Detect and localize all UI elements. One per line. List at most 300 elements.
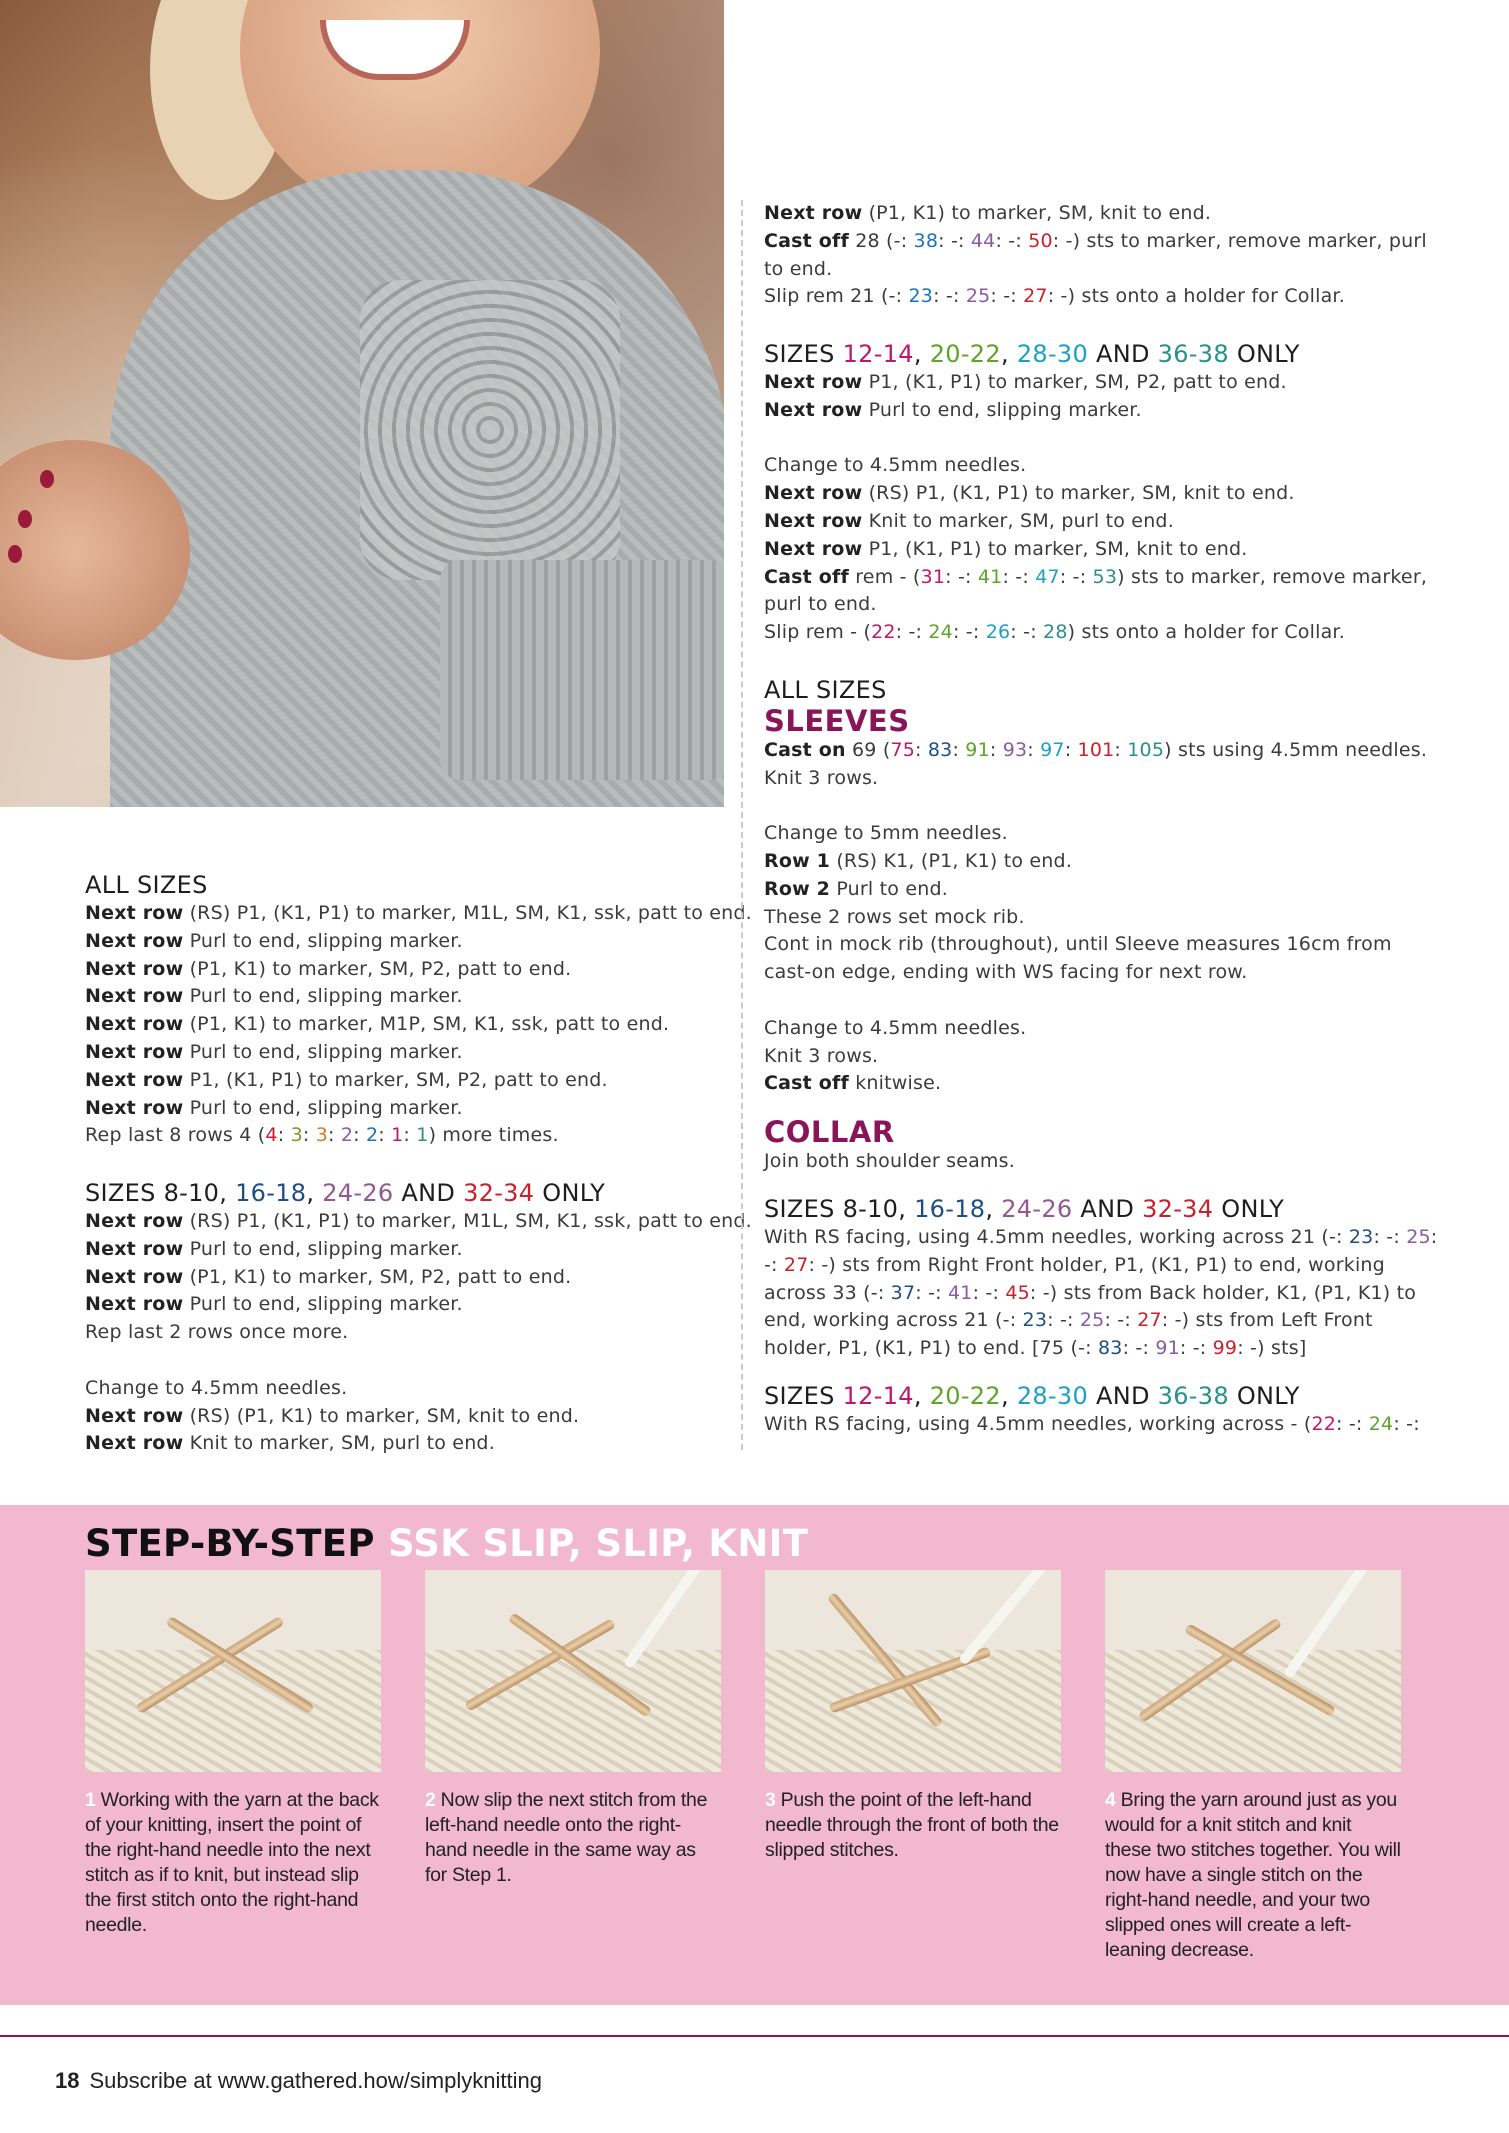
collar-sizes-8-10-instructions	[764, 1224, 1438, 1363]
instruction-line	[85, 1067, 725, 1095]
text-run: Join both shoulder seams.	[764, 1150, 1015, 1173]
size-value: 1	[391, 1124, 404, 1147]
bold-term: Next row	[85, 1068, 184, 1091]
step-1-photo	[85, 1570, 381, 1772]
text-run: across 33 (-:	[764, 1281, 891, 1304]
step-by-step-title	[85, 1522, 808, 1566]
photo-nail	[40, 470, 54, 488]
text-run: Purl to end, slipping marker.	[183, 1237, 463, 1260]
bold-term: Next row	[85, 1404, 184, 1427]
text-run: ) sts to marker, remove marker,	[1117, 565, 1428, 588]
text-run: ) more times.	[428, 1124, 559, 1147]
bold-term: Next row	[764, 537, 863, 560]
text-run: : -:	[1122, 1337, 1156, 1360]
size-value: 101	[1077, 738, 1115, 761]
text-run: : -:	[1047, 1309, 1080, 1332]
text-run: Purl to end.	[830, 877, 948, 900]
instruction-line	[764, 397, 1404, 425]
collar-instructions	[764, 1148, 1404, 1176]
collar-sizes-heading-8-10	[764, 1194, 1404, 1224]
collar-sizes-heading-12-14	[764, 1381, 1404, 1411]
text-run: -:	[764, 1253, 784, 1276]
size-value: 93	[1002, 738, 1028, 761]
size-value: 37	[890, 1281, 916, 1304]
text-run: : -) sts from Right Front holder, P1, (K1, P1) to end, working	[808, 1253, 1385, 1276]
text-run: Slip rem 21 (-:	[764, 285, 909, 308]
text-run: holder, P1, (K1, P1) to end. [75 (-:	[764, 1337, 1098, 1360]
text-run: ,	[913, 339, 930, 368]
text-run: :	[277, 1124, 291, 1147]
instruction-line	[764, 1043, 1404, 1071]
size-value: 20-22	[929, 1381, 1001, 1410]
spacer	[764, 987, 1404, 1015]
bold-term: Next row	[85, 1096, 184, 1119]
text-run: Purl to end, slipping marker.	[183, 1096, 463, 1119]
text-run: :	[1114, 738, 1128, 761]
text-run: ,	[913, 1381, 930, 1410]
text-run: Rep last 2 rows once more.	[85, 1321, 349, 1344]
size-value: 75	[890, 738, 916, 761]
text-run: Change to 4.5mm needles.	[764, 454, 1027, 477]
instruction-line	[764, 591, 1404, 619]
size-value: 27	[783, 1253, 809, 1276]
bold-term: Next row	[85, 1432, 184, 1455]
instruction-line	[85, 1208, 752, 1236]
instruction-line	[85, 1264, 725, 1292]
instruction-line	[764, 228, 1427, 256]
instruction-line	[764, 1070, 1404, 1098]
text-run: to end.	[764, 257, 833, 280]
knitting-fabric	[85, 1650, 381, 1772]
instruction-line	[85, 1039, 725, 1067]
text-run: ONLY	[534, 1178, 606, 1207]
size-value: 25	[1406, 1225, 1431, 1248]
collar-heading: COLLAR	[764, 1115, 895, 1150]
text-run: (P1, K1) to marker, SM, knit to end.	[862, 202, 1212, 224]
size-value: 91	[965, 738, 990, 761]
size-value: 22	[1311, 1412, 1337, 1435]
bold-term: Cast on	[764, 738, 846, 761]
size-value: 24-26	[1001, 1194, 1073, 1223]
instruction-line	[85, 1122, 725, 1150]
bold-term: Next row	[764, 370, 863, 393]
step-3-photo	[765, 1570, 1061, 1772]
instruction-line	[764, 536, 1404, 564]
step-by-step-title-dark: STEP-BY-STEP	[85, 1522, 388, 1565]
step-3	[765, 1570, 1061, 1863]
text-run: : -) sts]	[1237, 1337, 1307, 1360]
text-run: (P1, K1) to marker, SM, P2, patt to end.	[183, 957, 572, 980]
instruction-line	[764, 848, 1404, 876]
size-value: 36-38	[1157, 1381, 1229, 1410]
text-run: :	[328, 1124, 341, 1147]
step-4-caption	[1105, 1788, 1401, 1963]
bold-term: Next row	[85, 957, 184, 980]
size-value: 2	[365, 1124, 379, 1147]
size-value: 22	[871, 621, 896, 644]
bold-term: Cast off	[764, 229, 849, 252]
text-run: cast-on edge, ending with WS facing for next row.	[764, 961, 1248, 984]
bold-term: Cast off	[764, 1072, 849, 1095]
text-run: (RS) P1, (K1, P1) to marker, SM, knit to end.	[862, 482, 1295, 505]
instruction-line	[85, 1291, 725, 1319]
text-run: P1, (K1, P1) to marker, SM, P2, patt to end.	[183, 1068, 608, 1091]
instruction-line	[85, 928, 725, 956]
text-run: :	[989, 738, 1003, 761]
text-run: rem - (	[848, 565, 921, 588]
all-sizes-heading: ALL SIZES	[764, 675, 887, 704]
size-value: 16-18	[914, 1194, 986, 1223]
text-run: 69 (	[845, 738, 891, 761]
instruction-line	[85, 1403, 725, 1431]
text-run: Cont in mock rib (throughout), until Sleeve measures 16cm from	[764, 933, 1392, 956]
instruction-line	[764, 1148, 1404, 1176]
size-value: 24	[928, 621, 953, 644]
text-run: : -:	[1373, 1225, 1407, 1248]
text-run: AND	[393, 1178, 464, 1207]
size-value: 12-14	[842, 1381, 914, 1410]
text-run: purl to end.	[764, 593, 877, 616]
text-run: SIZES 8-10,	[85, 1178, 236, 1207]
spacer	[85, 1150, 725, 1178]
text-run: Purl to end, slipping marker.	[183, 1293, 463, 1316]
instruction-line	[764, 876, 1404, 904]
spacer	[764, 1176, 1404, 1194]
size-value: 24-26	[322, 1178, 394, 1207]
text-run: Slip rem - (	[764, 621, 872, 644]
step-text: Now slip the next stitch from the left-hand needle onto the right-hand needle in the same way as for Step 1.	[425, 1789, 708, 1886]
step-text: Bring the yarn around just as you would for a knit stitch and knit these two stitches together. You will now have a single stitch on the right-hand needle, and your two slipped ones will create a left-leaning decrease.	[1105, 1789, 1401, 1961]
size-value: 45	[1005, 1281, 1030, 1304]
bold-term: Next row	[764, 509, 863, 532]
size-value: 26	[985, 621, 1011, 644]
instruction-line	[764, 256, 1404, 284]
text-run: : -:	[933, 285, 966, 308]
size-value: 20-22	[929, 339, 1001, 368]
text-run: knitwise.	[848, 1072, 942, 1095]
sizes-12-14-instructions	[764, 369, 1428, 647]
size-value: 1	[416, 1124, 429, 1147]
size-value: 32-34	[1142, 1194, 1214, 1223]
page-number: 18	[55, 2068, 80, 2093]
instruction-line	[85, 1319, 725, 1347]
size-value: 23	[1022, 1309, 1048, 1332]
text-run: Rep last 8 rows 4 (	[85, 1124, 266, 1147]
instruction-line	[764, 508, 1404, 536]
text-run: : -:	[1104, 1309, 1138, 1332]
size-value: 53	[1092, 565, 1118, 588]
text-run: With RS facing, using 4.5mm needles, working across - (	[764, 1412, 1312, 1435]
text-run: Knit 3 rows.	[764, 1044, 879, 1067]
bold-term: Next row	[85, 1209, 184, 1232]
size-value: 24	[1368, 1412, 1394, 1435]
text-run: Knit 3 rows.	[764, 766, 879, 789]
instruction-line	[764, 1224, 1438, 1252]
size-value: 28-30	[1016, 1381, 1089, 1410]
size-value: 3	[290, 1124, 303, 1147]
size-value: 23	[908, 285, 934, 308]
bold-term: Cast off	[764, 565, 849, 588]
size-value: 27	[1023, 285, 1048, 308]
instruction-line	[764, 619, 1404, 647]
step-2-photo	[425, 1570, 721, 1772]
instruction-line	[764, 959, 1404, 987]
photo-nail	[8, 545, 22, 563]
spacer	[764, 425, 1404, 453]
size-value: 2	[340, 1124, 354, 1147]
bold-term: Next row	[85, 1040, 184, 1063]
text-run: : -:	[1336, 1412, 1369, 1435]
size-value: 3	[315, 1124, 328, 1147]
text-run: ,	[1000, 1381, 1017, 1410]
text-run: : -:	[1179, 1337, 1213, 1360]
text-run: (P1, K1) to marker, SM, P2, patt to end.	[183, 1265, 572, 1288]
text-run: Change to 5mm needles.	[764, 822, 1008, 845]
instruction-line	[764, 1307, 1404, 1335]
text-run: SIZES	[764, 339, 843, 368]
sizes-8-10-instructions	[85, 1208, 752, 1458]
instruction-line	[764, 480, 1404, 508]
text-run: P1, (K1, P1) to marker, SM, knit to end.	[862, 537, 1248, 560]
text-run: : -) sts onto a holder for Collar.	[1047, 285, 1345, 308]
text-run: Change to 4.5mm needles.	[85, 1376, 348, 1399]
step-1-caption	[85, 1788, 381, 1938]
bold-term: Next row	[85, 985, 184, 1008]
text-run: :	[302, 1124, 316, 1147]
instruction-line	[764, 452, 1404, 480]
step-number: 2	[425, 1789, 436, 1811]
knitting-fabric	[765, 1650, 1061, 1772]
text-run: : -:	[895, 621, 929, 644]
instruction-line	[764, 904, 1404, 932]
instruction-line	[764, 1335, 1404, 1363]
text-run: Purl to end, slipping marker.	[862, 398, 1142, 421]
size-value: 105	[1127, 738, 1165, 761]
left-column	[85, 866, 752, 1458]
sleeves-instructions	[764, 737, 1428, 1098]
size-value: 83	[927, 738, 953, 761]
size-value: 41	[977, 565, 1003, 588]
bold-term: Next row	[764, 482, 863, 505]
step-by-step-title-light: SSK SLIP, SLIP, KNIT	[387, 1522, 809, 1565]
bold-term: Row 1	[764, 849, 831, 872]
text-run: ) sts using 4.5mm needles.	[1164, 738, 1428, 761]
text-run: AND	[1088, 339, 1158, 368]
text-run: : -:	[952, 621, 986, 644]
spacer	[764, 1098, 1404, 1116]
size-value: 38	[913, 229, 939, 252]
bold-term: Next row	[85, 929, 184, 952]
size-value: 27	[1137, 1309, 1162, 1332]
spacer	[764, 647, 1404, 675]
text-run: :	[952, 738, 966, 761]
size-value: 97	[1040, 738, 1065, 761]
instruction-line	[85, 1375, 725, 1403]
text-run: AND	[1088, 1381, 1158, 1410]
bold-term: Next row	[764, 202, 863, 224]
size-value: 16-18	[235, 1178, 307, 1207]
text-run: Knit to marker, SM, purl to end.	[862, 509, 1174, 532]
instruction-line	[85, 1011, 725, 1039]
size-value: 36-38	[1157, 339, 1229, 368]
photo-nail	[18, 510, 32, 528]
instruction-line	[85, 983, 725, 1011]
step-number: 4	[1105, 1789, 1116, 1811]
instruction-line	[764, 1280, 1417, 1308]
text-run: With RS facing, using 4.5mm needles, working across 21 (-:	[764, 1225, 1349, 1248]
size-value: 41	[948, 1281, 973, 1304]
step-4-photo	[1105, 1570, 1401, 1772]
text-run: : -) sts from Back holder, K1, (P1, K1) to	[1029, 1281, 1417, 1304]
text-run: :	[403, 1124, 417, 1147]
size-value: 32-34	[463, 1178, 535, 1207]
column-divider	[741, 200, 743, 1450]
size-value: 44	[970, 229, 996, 252]
step-4	[1105, 1570, 1401, 1963]
instruction-line	[85, 900, 752, 928]
photo-lace-panel	[360, 280, 620, 580]
text-run: P1, (K1, P1) to marker, SM, P2, patt to end.	[862, 370, 1287, 393]
instruction-line	[764, 1015, 1404, 1043]
instruction-line	[85, 1236, 725, 1264]
text-run: ONLY	[1213, 1194, 1285, 1223]
all-sizes-heading: ALL SIZES	[85, 871, 208, 899]
step-text: Working with the yarn at the back of your knitting, insert the point of the right-hand needle into the next stitch as if to knit, but instead slip the first stitch onto the right-hand needle.	[85, 1789, 379, 1936]
spacer	[764, 311, 1404, 339]
bold-term: Next row	[85, 1013, 184, 1036]
footer	[55, 2068, 542, 2094]
bold-term: Next row	[85, 1265, 184, 1288]
text-run: Knit to marker, SM, purl to end.	[183, 1432, 495, 1455]
instruction-line	[764, 1252, 1404, 1280]
text-run: (P1, K1) to marker, M1P, SM, K1, ssk, patt to end.	[183, 1013, 670, 1036]
text-run: : -:	[1002, 565, 1036, 588]
size-value: 83	[1097, 1337, 1123, 1360]
instruction-line	[764, 820, 1404, 848]
text-run: : -:	[972, 1281, 1006, 1304]
text-run: : -:	[945, 565, 978, 588]
text-run: ONLY	[1228, 1381, 1300, 1410]
size-value: 47	[1035, 565, 1060, 588]
text-run: SIZES 8-10,	[764, 1194, 915, 1223]
text-run: :	[915, 738, 928, 761]
instruction-line	[85, 1095, 725, 1123]
text-run: ONLY	[1228, 339, 1300, 368]
text-run: (RS) P1, (K1, P1) to marker, M1L, SM, K1, ssk, patt to end.	[183, 902, 752, 924]
text-run: : -:	[938, 229, 971, 252]
sizes-heading-12-14	[764, 339, 1404, 369]
size-value: 28-30	[1016, 339, 1089, 368]
text-run: Purl to end, slipping marker.	[183, 929, 463, 952]
text-run: : -:	[1010, 621, 1044, 644]
step-3-caption	[765, 1788, 1061, 1863]
spacer	[764, 1363, 1404, 1381]
step-1	[85, 1570, 381, 1938]
step-number: 3	[765, 1789, 776, 1811]
size-value: 4	[265, 1124, 278, 1147]
size-value: 25	[965, 285, 991, 308]
bold-term: Next row	[85, 1237, 184, 1260]
text-run: Change to 4.5mm needles.	[764, 1016, 1027, 1039]
continued-instructions	[764, 200, 1427, 311]
text-run: ,	[306, 1178, 323, 1207]
spacer	[764, 792, 1404, 820]
bold-term: Row 2	[764, 877, 831, 900]
bold-term: Next row	[85, 1293, 184, 1316]
instruction-line	[764, 931, 1404, 959]
sizes-heading-8-10	[85, 1178, 725, 1208]
text-run: :	[1027, 738, 1041, 761]
text-run: (RS) K1, (P1, K1) to end.	[830, 849, 1073, 872]
size-value: 99	[1212, 1337, 1238, 1360]
text-run: ,	[985, 1194, 1002, 1223]
right-column	[764, 200, 1438, 1439]
text-run: : -:	[915, 1281, 948, 1304]
footer-link[interactable]: Subscribe at www.gathered.how/simplyknitting	[89, 2068, 542, 2093]
bold-term: Next row	[764, 398, 863, 421]
collar-sizes-12-14-instructions	[764, 1411, 1420, 1439]
size-value: 23	[1348, 1225, 1374, 1248]
text-run: : -:	[1393, 1412, 1420, 1435]
instruction-line	[764, 369, 1404, 397]
text-run: (RS) (P1, K1) to marker, SM, knit to end.	[183, 1404, 580, 1427]
instruction-line	[85, 1430, 725, 1458]
text-run: : -:	[995, 229, 1029, 252]
sleeves-heading: SLEEVES	[764, 703, 910, 738]
text-run: :	[353, 1124, 366, 1147]
instruction-line	[764, 283, 1404, 311]
photo-sleeve-cuff	[440, 560, 724, 780]
text-run: ) sts onto a holder for Collar.	[1067, 621, 1345, 644]
size-value: 91	[1155, 1337, 1180, 1360]
text-run: : -:	[990, 285, 1024, 308]
text-run: : -:	[1059, 565, 1093, 588]
bold-term: Next row	[85, 902, 184, 924]
knitting-fabric	[425, 1650, 721, 1772]
size-value: 50	[1028, 229, 1053, 252]
all-sizes-instructions	[85, 900, 752, 1150]
text-run: end, working across 21 (-:	[764, 1309, 1023, 1332]
text-run: (RS) P1, (K1, P1) to marker, M1L, SM, K1, ssk, patt to end.	[183, 1209, 752, 1232]
instruction-line	[764, 765, 1404, 793]
text-run: :	[378, 1124, 392, 1147]
step-text: Push the point of the left-hand needle through the front of both the slipped stitches.	[765, 1789, 1059, 1861]
text-run: :	[1064, 738, 1078, 761]
text-run: AND	[1072, 1194, 1143, 1223]
instruction-line	[764, 200, 1404, 228]
spacer	[85, 1347, 725, 1375]
size-value: 12-14	[842, 339, 914, 368]
cover-photo	[0, 0, 724, 807]
step-2	[425, 1570, 721, 1888]
text-run: SIZES	[764, 1381, 843, 1410]
text-run: : -) sts to marker, remove marker, purl	[1052, 229, 1427, 252]
step-number: 1	[85, 1789, 96, 1811]
instruction-line	[764, 564, 1428, 592]
instruction-line	[764, 737, 1428, 765]
footer-rule	[0, 2035, 1509, 2037]
step-2-caption	[425, 1788, 721, 1888]
text-run: 28 (-:	[848, 229, 914, 252]
size-value: 28	[1043, 621, 1068, 644]
size-value: 31	[920, 565, 946, 588]
instruction-line	[85, 956, 725, 984]
text-run: :	[1430, 1225, 1438, 1248]
instruction-line	[764, 1411, 1420, 1439]
text-run: These 2 rows set mock rib.	[764, 905, 1025, 928]
text-run: ,	[1000, 339, 1017, 368]
text-run: Purl to end, slipping marker.	[183, 985, 463, 1008]
